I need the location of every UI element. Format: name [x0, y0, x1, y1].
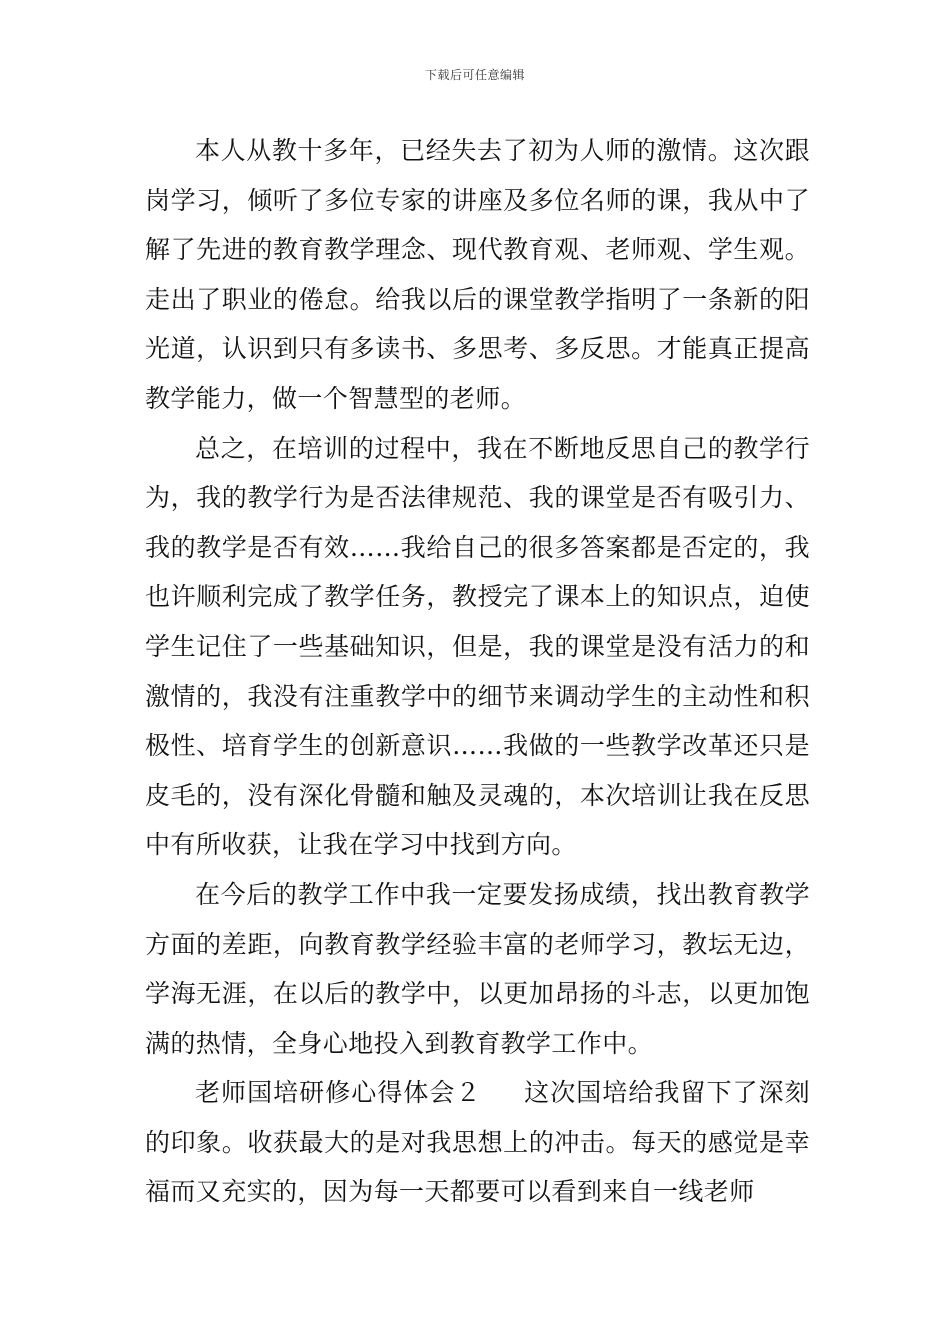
paragraph-1: 本人从教十多年，已经失去了初为人师的激情。这次跟岗学习，倾听了多位专家的讲座及多位名师的课，我从中了解了先进的教育教学理念、现代教育观、老师观、学生观。走出了职业的倦怠。给我以后的课堂教学指明了一条新的阳光道，认识到只有多读书、多思考、多反思。才能真正提高教学能力，做一个智慧型的老师。 — [145, 136, 810, 413]
paragraph-2: 总之，在培训的过程中，我在不断地反思自己的教学行为，我的教学行为是否法律规范、我的课堂是否有吸引力、我的教学是否有效……我给自己的很多答案都是否定的，我也许顺利完成了教学任务，教授完了课本上的知识点，迫使学生记住了一些基础知识，但是，我的课堂是没有活力的和激情的，我没有注重教学中的细节来调动学生的主动性和积极性、培育学生的创新意识……我做的一些教学改革还只是皮毛的，没有深化骨髓和触及灵魂的，本次培训让我在反思中有所收获，让我在学习中找到方向。 — [145, 433, 810, 860]
document-body — [145, 126, 810, 1217]
paragraph-3: 在今后的教学工作中我一定要发扬成绩，找出教育教学方面的差距，向教育教学经验丰富的老师学习，教坛无边，学海无涯，在以后的教学中，以更加昂扬的斗志，以更加饱满的热情，全身心地投入到教育教学工作中。 — [145, 879, 810, 1058]
section-text: 这次国培给我留下了深刻的印象。收获最大的是对我思想上的冲击。每天的感觉是幸福而又充实的，因为每一天都要可以看到来自一线老师 — [145, 1078, 810, 1207]
section-title: 老师国培研修心得体会２ — [195, 1078, 482, 1108]
paragraph-4 — [145, 1068, 810, 1217]
header-note: 下载后可任意编辑 — [424, 68, 525, 82]
